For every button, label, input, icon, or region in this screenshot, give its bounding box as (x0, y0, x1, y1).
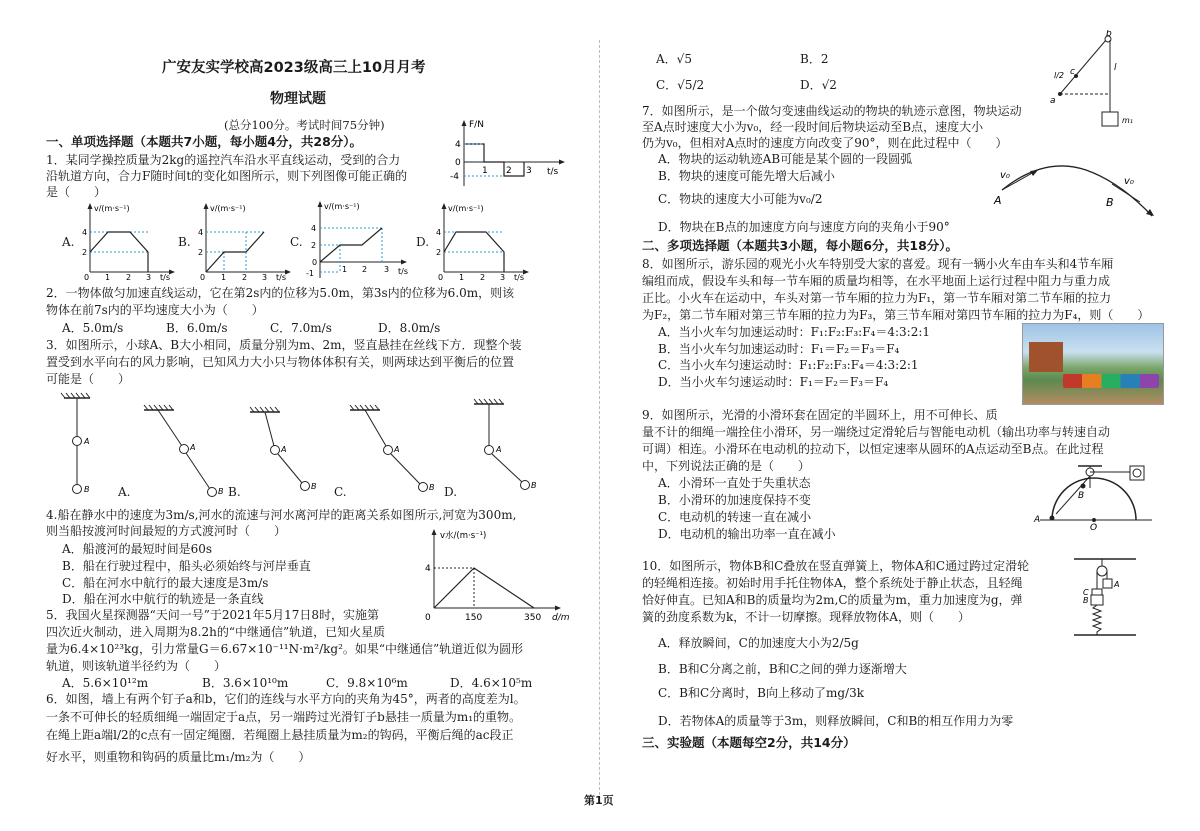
q9-point-label: A (1034, 515, 1041, 525)
q3-line: 3．如图所示，小球A、B大小相同，质量分别为m、2m，竖直悬挂在丝线下方．现整个装 (46, 338, 522, 352)
q1-option-c-graph (306, 198, 416, 284)
q8-train-cars (1063, 374, 1159, 388)
exam-subtitle: 物理试题 (270, 91, 326, 107)
q1-graph-tick: 1 (221, 273, 227, 282)
q10-line: 簧的劲度系数为k，不计一切摩擦。现释放物体A，则（ ） (642, 610, 970, 624)
q1-force-time-graph (442, 118, 572, 190)
q1-graph-tick: 0 (312, 258, 318, 267)
q3-option-label: C. (334, 485, 347, 499)
q10-block-label: A (1114, 580, 1120, 589)
q5-option: C．9.8×10⁶m (326, 676, 408, 690)
q3-ball-label: B (531, 481, 537, 490)
q8-line: 正比。小火车在运动中，车头对第一节车厢的拉力为F₁，第一节车厢对第二节车厢的拉力 (642, 291, 1112, 305)
q1-graph-tick: 3 (384, 265, 390, 274)
q9-center-label: O (1090, 523, 1098, 533)
q1-line: 是（ ） (46, 185, 107, 199)
q4-graph-tick: 350 (524, 613, 542, 623)
q6-nail-label: a (1050, 96, 1056, 106)
q10-option: C．B和C分离时，B向上移动了mg/3k (658, 686, 865, 700)
q1-graph-tick: 4 (311, 224, 317, 233)
q1-line: 沿轨道方向，合力F随时间t的变化如图所示，则下列图像可能正确的 (46, 169, 408, 183)
q3-option-label: A. (118, 485, 131, 499)
q9-line: 可调）相连。小滑环在电动机的拉动下，以恒定速率从圆环的A点运动至B点。在此过程 (642, 442, 1104, 456)
q8-building (1029, 342, 1063, 372)
q9-option: A．小滑环一直处于失重状态 (658, 476, 811, 490)
section-2-heading: 二、多项选择题（本题共3小题，每小题6分，共18分）。 (642, 238, 959, 253)
q7-option: A．物块的运动轨迹AB可能是某个圆的一段圆弧 (658, 152, 913, 166)
q3-option-label: D. (444, 485, 458, 499)
q1-graph-tick: 0 (438, 273, 444, 282)
q6-length-label: l/2 (1054, 71, 1065, 80)
column-divider (599, 40, 600, 800)
q2-line: 2．一物体做匀加速直线运动，它在第2s内的位移为5.0m，第3s内的位移为6.0m，则该 (46, 286, 515, 300)
q10-spring-figure (1070, 555, 1140, 639)
q6-mass-label: m₁ (1122, 116, 1133, 125)
q2-option: A．5.0m/s (62, 321, 124, 335)
q1-graph-tick: 2 (480, 273, 486, 282)
q6-point-label: c (1070, 67, 1075, 77)
page-number: 第1页 (584, 794, 614, 807)
q6-line: 好水平，则重物和钩码的质量比m₁/m₂为（ ） (46, 750, 311, 764)
q5-option: A．5.6×10¹²m (62, 676, 149, 690)
q5-line: 轨道，则该轨道半径约为（ ） (46, 659, 227, 673)
q5-option: D．4.6×10⁵m (450, 676, 533, 690)
q1-ft-xlabel: t/s (547, 167, 559, 177)
q6-pulley-figure (1030, 30, 1180, 134)
q4-line: 则当船按渡河时间最短的方式渡河时（ ） (46, 524, 287, 538)
q3-ball-label: B (218, 487, 224, 496)
q7-point-label: A (994, 194, 1002, 207)
q1-graph-tick: 4 (436, 228, 442, 237)
q4-graph-tick: 0 (425, 613, 431, 623)
q1-graph-ylabel: v/(m·s⁻¹) (94, 204, 130, 213)
q1-graph-tick: 1 (459, 273, 465, 282)
q1-graph-ylabel: v/(m·s⁻¹) (210, 204, 246, 213)
q1-ft-tick: 1 (482, 166, 488, 176)
q7-line: 至A点时速度大小为v₀，经一段时间后物块运动至B点，速度大小 (642, 120, 984, 134)
q10-option: D．若物体A的质量等于3m，则释放瞬间，C和B的相互作用力为零 (658, 714, 1014, 728)
q1-graph-tick: 4 (82, 228, 88, 237)
q1-ft-tick: 3 (526, 166, 532, 176)
q2-line: 物体在前7s内的平均速度大小为（ ） (46, 303, 264, 317)
q1-graph-tick: 1 (105, 273, 111, 282)
q1-graph-tick: 1 (342, 265, 348, 274)
q5-line: 5．我国火星探测器“天问一号”于2021年5月17日8时，实施第 (46, 608, 379, 622)
q4-line: 4.船在静水中的速度为3m/s,河水的流速与河水离河岸的距离关系如图所示,河宽为300m, (46, 508, 517, 522)
q9-line: 9．如图所示，光滑的小滑环套在固定的半圆环上，用不可伸长、质 (642, 408, 998, 422)
q8-option: A．当小火车匀加速运动时：F₁:F₂:F₃:F₄＝4:3:2:1 (658, 325, 931, 339)
q1-graph-tick: 2 (362, 265, 368, 274)
q10-line: 10．如图所示，物体B和C叠放在竖直弹簧上，物体A和C通过跨过定滑轮 (642, 559, 1030, 573)
q1-ft-tick: 0 (455, 158, 461, 168)
q1-option-a-graph (78, 200, 178, 282)
q3-line: 置受到水平向右的风力影响，已知风力大小只与物体体积有关，则两球达到平衡后的位置 (46, 355, 515, 369)
q1-graph-tick: 2 (242, 273, 248, 282)
q7-line: 仍为v₀，但相对A点时的速度方向改变了90°，则在此过程中（ ） (642, 136, 1008, 150)
q9-option: D．电动机的输出功率一直在减小 (658, 527, 836, 541)
q9-line: 量不计的细绳一端拴住小滑环，另一端绕过定滑轮后与智能电动机（输出功率与转速自动 (642, 425, 1111, 439)
q1-graph-tick: 4 (198, 228, 204, 237)
q1-line: 1．某同学操控质量为2kg的遥控汽车沿水平直线运动，受到的合力 (46, 153, 401, 167)
q1-graph-tick: 0 (84, 273, 90, 282)
q6-option: C．√5/2 (656, 78, 705, 92)
q4-graph-tick: 150 (465, 613, 483, 623)
q1-graph-xlabel: t/s (276, 273, 286, 282)
q5-option: B．3.6×10¹⁰m (202, 676, 289, 690)
q7-option: D．物块在B点的加速度方向与速度方向的夹角小于90° (658, 220, 950, 234)
q1-option-label: D. (416, 235, 430, 249)
q6-option: D．√2 (800, 78, 837, 92)
q8-line: 为F₂，第二节车厢对第三节车厢的拉力为F₃，第三节车厢对第四节车厢的拉力为F₄，则（ ） (642, 308, 1150, 322)
q1-graph-ylabel: v/(m·s⁻¹) (448, 204, 484, 213)
q3-ball-label: A (394, 445, 400, 454)
q2-option: B．6.0m/s (166, 321, 228, 335)
q10-block-label: B (1083, 596, 1089, 605)
q4-option: C．船在河水中航行的最大速度是3m/s (62, 576, 269, 590)
q1-graph-tick: 2 (126, 273, 132, 282)
q1-graph-tick: 3 (500, 273, 506, 282)
q6-length-label: l (1114, 63, 1117, 73)
q4-graph-xlabel: d/m (552, 613, 570, 623)
q1-graph-tick: 2 (82, 248, 88, 257)
q8-option: D．当小火车匀速运动时：F₁＝F₂＝F₃＝F₄ (658, 375, 889, 389)
q9-option: B．小滑环的加速度保持不变 (658, 493, 811, 507)
q1-option-b-graph (194, 200, 294, 282)
q7-velocity-label: v₀ (1000, 170, 1010, 181)
q4-graph-ylabel: v水/(m·s⁻¹) (440, 531, 487, 541)
q3-option-label: B. (228, 485, 241, 499)
q4-graph-tick: 4 (425, 564, 431, 574)
q3-ball-label: A (84, 437, 90, 446)
q1-graph-xlabel: t/s (160, 273, 170, 282)
q6-nail-label: b (1106, 30, 1112, 39)
q10-option: B．B和C分离之前，B和C之间的弹力逐渐增大 (658, 662, 907, 676)
q1-ft-tick: 2 (506, 166, 512, 176)
q1-ft-tick: 4 (455, 140, 461, 150)
q7-option: B．物块的速度可能先增大后减小 (658, 169, 835, 183)
q6-line: 6．如图，墙上有两个钉子a和b，它们的连线与水平方向的夹角为45°，两者的高度差为l。 (46, 692, 526, 706)
q10-line: 恰好伸直。已知A和B的质量均为2m,C的质量为m，重力加速度为g，弹 (642, 593, 1023, 607)
q1-graph-xlabel: t/s (398, 267, 408, 276)
q3-ball-label: B (84, 485, 90, 494)
q1-option-label: C. (290, 235, 303, 249)
q9-point-label: B (1078, 491, 1085, 501)
q1-option-d-graph (432, 200, 532, 282)
q1-graph-ylabel: v/(m·s⁻¹) (324, 202, 360, 211)
q4-option: D．船在河水中航行的轨迹是一条直线 (62, 592, 264, 606)
q1-graph-tick: 2 (198, 248, 204, 257)
q1-option-label: A. (62, 235, 75, 249)
q6-option: A．√5 (656, 52, 692, 66)
q10-line: 的轻绳相连接。初始时用手托住物体A，整个系统处于静止状态，且轻绳 (642, 576, 1023, 590)
q7-point-label: B (1106, 196, 1114, 209)
q7-velocity-label: v₀ (1124, 176, 1134, 187)
q2-option: D．8.0m/s (378, 321, 441, 335)
q1-graph-tick: 3 (146, 273, 152, 282)
q8-line: 8．如图所示，游乐园的观光小火车特别受大家的喜爱。现有一辆小火车由车头和4节车厢 (642, 257, 1114, 271)
q1-graph-tick: 2 (436, 248, 442, 257)
q8-line: 编组而成，假设车头和每一节车厢的质量均相等，在水平地面上运行过程中阻力与重力成 (642, 274, 1111, 288)
q3-line: 可能是（ ） (46, 372, 131, 386)
q7-trajectory-figure (990, 156, 1170, 226)
q7-line: 7．如图所示，是一个做匀变速曲线运动的物块的轨迹示意图，物块运动 (642, 104, 1022, 118)
q4-option: A．船渡河的最短时间是60s (62, 542, 213, 556)
q4-option: B．船在行驶过程中，船头必须始终与河岸垂直 (62, 559, 311, 573)
q1-graph-tick: 2 (311, 241, 317, 250)
q1-ft-ylabel: F/N (469, 120, 484, 130)
exam-title: 广安友实学校高2023级高三上10月月考 (162, 60, 426, 76)
q5-line: 四次近火制动，进入周期为8.2h的“中继通信”轨道，已知火星质 (46, 625, 386, 639)
q3-ball-label: A (281, 445, 287, 454)
q6-line: 在绳上距a端l/2的c点有一固定绳圈．若绳圈上悬挂质量为m₂的钩码，平衡后绳的ac段正 (46, 728, 514, 742)
q9-option: C．电动机的转速一直在减小 (658, 510, 812, 524)
section-3-heading: 三、实验题（本题每空2分，共14分） (642, 735, 856, 750)
q8-train-photo (1022, 323, 1164, 405)
q3-ball-label: A (496, 445, 502, 454)
q7-option: C．物块的速度大小可能为v₀/2 (658, 192, 823, 206)
q3-ball-label: A (190, 443, 196, 452)
q1-option-label: B. (178, 235, 191, 249)
q10-option: A．释放瞬间，C的加速度大小为2/5g (658, 636, 859, 650)
q8-option: B．当小火车匀加速运动时：F₁＝F₂＝F₃＝F₄ (658, 342, 900, 356)
q8-option: C．当小火车匀速运动时：F₁:F₂:F₃:F₄＝4:3:2:1 (658, 358, 919, 372)
q5-line: 量为6.4×10²³kg，引力常量G＝6.67×10⁻¹¹N·m²/kg²。如果“中继通信”轨道近似为圆形 (46, 642, 524, 656)
q3-ball-label: B (429, 483, 435, 492)
q6-line: 一条不可伸长的轻质细绳一端固定于a点，另一端跨过光滑钉子b悬挂一质量为m₁的重物。 (46, 710, 522, 724)
exam-meta: (总分100分。考试时间75分钟) (224, 118, 385, 132)
q1-graph-tick: 0 (200, 273, 206, 282)
q1-graph-xlabel: t/s (514, 273, 524, 282)
q10-block-label: C (1083, 588, 1089, 597)
q3-ball-label: B (311, 482, 317, 491)
q6-option: B．2 (800, 52, 829, 66)
q1-ft-tick: -4 (450, 172, 459, 182)
q4-river-speed-graph (418, 526, 578, 624)
q9-line: 中，下列说法正确的是（ ） (642, 459, 811, 473)
q1-graph-tick: 3 (262, 273, 268, 282)
q1-graph-tick: -1 (306, 269, 314, 278)
q9-semicircle-figure (1030, 458, 1160, 538)
section-1-heading: 一、单项选择题（本题共7小题，每小题4分，共28分）。 (46, 134, 363, 149)
q2-option: C．7.0m/s (270, 321, 332, 335)
